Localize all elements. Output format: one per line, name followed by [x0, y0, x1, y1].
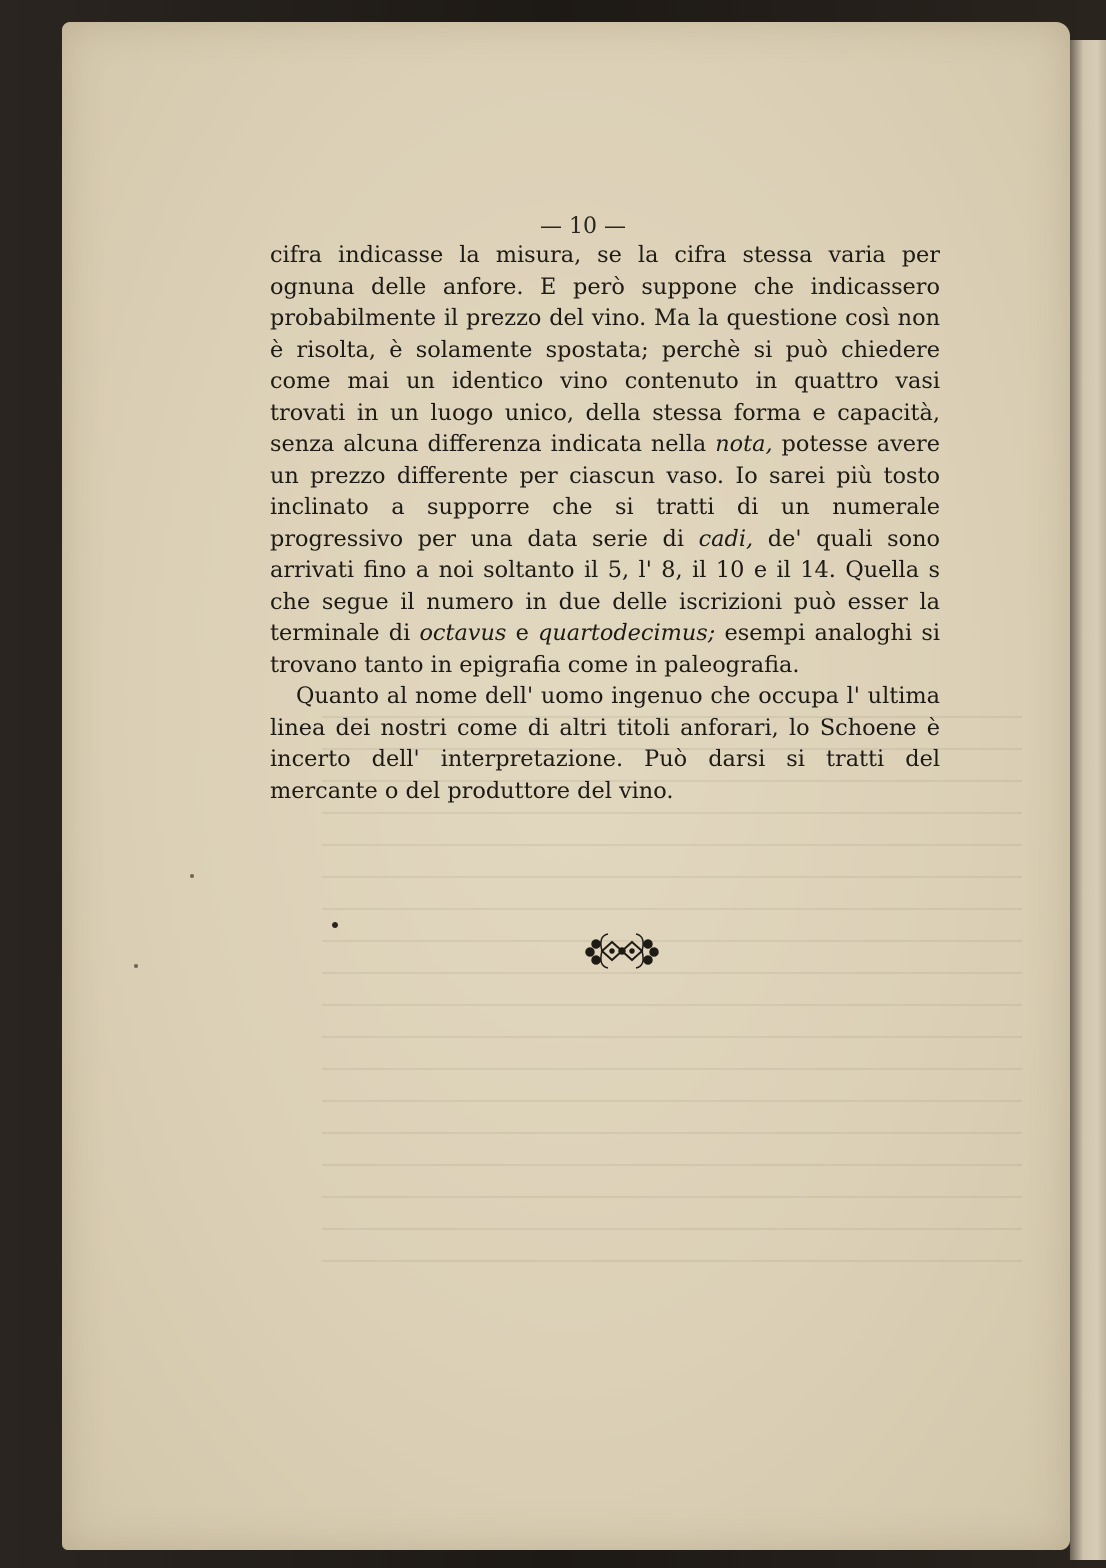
main-text: [270, 240, 940, 807]
stray-ink-mark: [332, 922, 338, 928]
paragraph-1: cifra indicasse la misura, se la cifra stessa varia per ognuna delle anfore. E però suppone che indicassero probabilmente il prezzo del vino. Ma la questione così non è risolta, è solamente spostata; perchè si può chiedere come mai un identico vino contenuto in quattro vasi trovati in un luogo unico, della stessa forma e capacità, senza alcuna differenza indicata nella nota, potesse avere un prezzo differente per ciascun vaso. Io sarei più tosto inclinato a supporre che si tratti di un numerale progressivo per una data serie di cadi, de' quali sono arrivati fino a noi soltanto il 5, l' 8, il 10 e il 14. Quella s che segue il numero in due delle iscrizioni può esser la terminale di octavus e quartodecimus; esempi analoghi si trovano tanto in epigrafia come in paleografia.: [270, 242, 941, 678]
page-number: — 10 —: [540, 214, 626, 239]
stray-ink-mark: [134, 964, 138, 968]
stray-ink-mark: [190, 874, 194, 878]
paragraph-2: Quanto al nome dell' uomo ingenuo che occupa l' ultima linea dei nostri come di altri titoli anforari, lo Schoene è incerto dell' interpretazione. Può darsi si tratti del mercante o del produttore del vino.: [270, 683, 940, 804]
floral-tailpiece-icon: [582, 928, 662, 974]
next-page-edge: [1068, 40, 1106, 1560]
